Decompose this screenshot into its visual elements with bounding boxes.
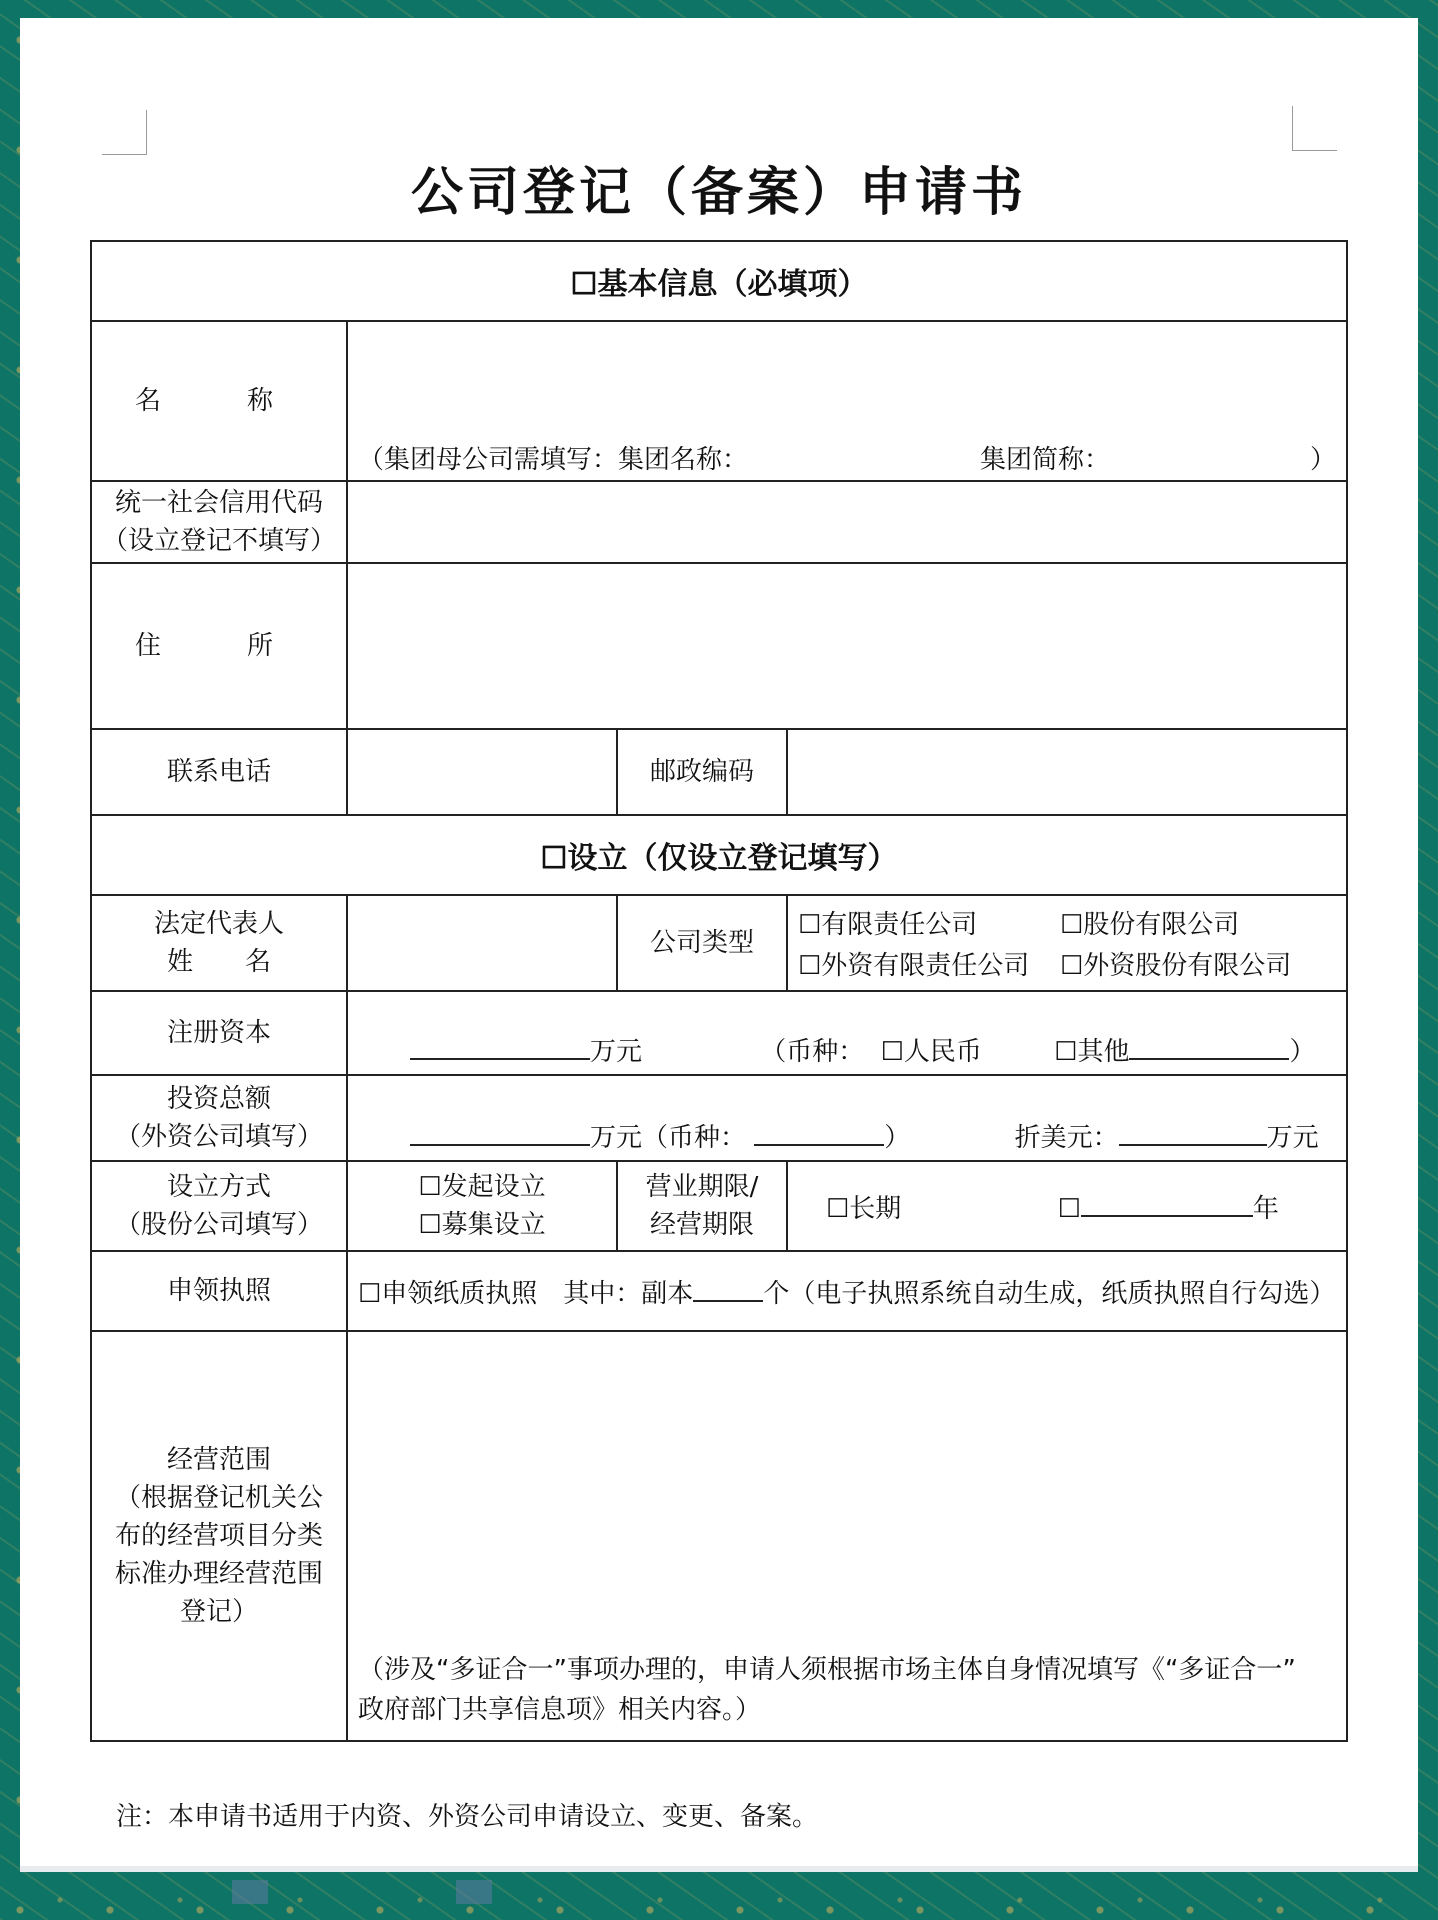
page-title: 公司登记（备案）申请书	[410, 162, 1027, 223]
capital-end: ）	[1289, 1037, 1316, 1067]
copy-count-blank[interactable]	[693, 1276, 763, 1302]
option-promotion[interactable]: ☐发起设立	[418, 1172, 546, 1202]
capital-currency-label: （币种：	[760, 1037, 865, 1067]
name-field[interactable]	[347, 321, 1347, 481]
footer-logo-icon	[456, 1880, 492, 1904]
investment-amount-blank[interactable]	[410, 1120, 590, 1146]
capital-field[interactable]	[347, 991, 1347, 1075]
investment-currency-blank[interactable]	[754, 1120, 884, 1146]
investment-end: ）	[884, 1123, 911, 1153]
group-note-end: ）	[1309, 445, 1336, 475]
uscc-field[interactable]	[347, 481, 1347, 563]
name-label: 名 称	[91, 321, 347, 481]
section-setup: ☐设立（仅设立登记填写）	[91, 815, 1347, 895]
application-form-table	[90, 240, 1348, 1742]
postcode-field[interactable]	[787, 729, 1347, 815]
option-joint-stock[interactable]: ☐股份有限公司	[1060, 910, 1240, 940]
document-page	[20, 18, 1418, 1866]
crop-mark-top-right	[1292, 106, 1337, 151]
paper-license-option[interactable]: ☐申领纸质执照 其中：副本	[358, 1278, 694, 1309]
term-label: 营业期限/ 经营期限	[617, 1161, 787, 1251]
footnote: 注：本申请书适用于内资、外资公司申请设立、变更、备案。	[116, 1802, 819, 1832]
setup-method-label: 设立方式 （股份公司填写）	[91, 1161, 347, 1251]
crop-mark-top-left	[102, 110, 147, 155]
option-offering[interactable]: ☐募集设立	[418, 1210, 546, 1240]
group-name-note	[358, 439, 1336, 476]
capital-other-blank[interactable]	[1129, 1034, 1289, 1060]
scope-note-line-2: 政府部门共享信息项》相关内容。）	[358, 1695, 762, 1725]
license-field	[347, 1251, 1347, 1331]
capital-label: 注册资本	[91, 991, 347, 1075]
scope-field[interactable]	[347, 1331, 1347, 1741]
capital-other-option[interactable]: ☐其他	[1054, 1037, 1130, 1067]
capital-unit: 万元	[590, 1037, 643, 1067]
investment-label: 投资总额 （外资公司填写）	[91, 1075, 347, 1161]
phone-field[interactable]	[347, 729, 617, 815]
group-short-name-label: 集团简称：	[979, 445, 1110, 475]
section-basic-info: ☐基本信息（必填项）	[91, 241, 1347, 321]
address-field[interactable]	[347, 563, 1347, 729]
group-name-label: （集团母公司需填写：集团名称：	[358, 445, 749, 475]
term-field	[787, 1161, 1347, 1251]
capital-amount-blank[interactable]	[410, 1034, 590, 1060]
investment-usd-blank[interactable]	[1119, 1120, 1267, 1146]
setup-method-options	[347, 1161, 617, 1251]
scope-note-line-1: （涉及“多证合一”事项办理的，申请人须根据市场主体自身情况填写《“多证合一”	[358, 1655, 1296, 1685]
option-foreign-joint-stock[interactable]: ☐外资股份有限公司	[1060, 951, 1292, 981]
footer-logo-icon	[232, 1880, 268, 1904]
page-footer-strip	[20, 1866, 1418, 1872]
legal-rep-field[interactable]	[347, 895, 617, 991]
investment-usd-unit: 万元	[1266, 1123, 1319, 1153]
license-note: 个（电子执照系统自动生成，纸质执照自行勾选）	[763, 1278, 1336, 1309]
postcode-label: 邮政编码	[617, 729, 787, 815]
phone-label: 联系电话	[91, 729, 347, 815]
term-long-option[interactable]: ☐长期	[826, 1193, 902, 1224]
investment-field[interactable]	[347, 1075, 1347, 1161]
scope-label: 经营范围 （根据登记机关公 布的经营项目分类 标准办理经营范围 登记）	[91, 1331, 347, 1741]
term-year-unit: 年	[1252, 1193, 1279, 1224]
address-label: 住 所	[91, 563, 347, 729]
license-label: 申领执照	[91, 1251, 347, 1331]
legal-rep-label: 法定代表人 姓 名	[91, 895, 347, 991]
option-llc[interactable]: ☐有限责任公司	[798, 910, 978, 940]
company-type-label: 公司类型	[617, 895, 787, 991]
option-foreign-llc[interactable]: ☐外资有限责任公司	[798, 951, 1030, 981]
investment-unit: 万元（币种：	[590, 1123, 747, 1153]
capital-rmb-option[interactable]: ☐人民币	[880, 1037, 982, 1067]
term-years-blank[interactable]	[1081, 1191, 1253, 1217]
term-years-option[interactable]: ☐	[1057, 1193, 1081, 1224]
uscc-label: 统一社会信用代码 （设立登记不填写）	[91, 481, 347, 563]
investment-usd-label: 折美元：	[1014, 1123, 1119, 1153]
company-type-options	[787, 895, 1347, 991]
